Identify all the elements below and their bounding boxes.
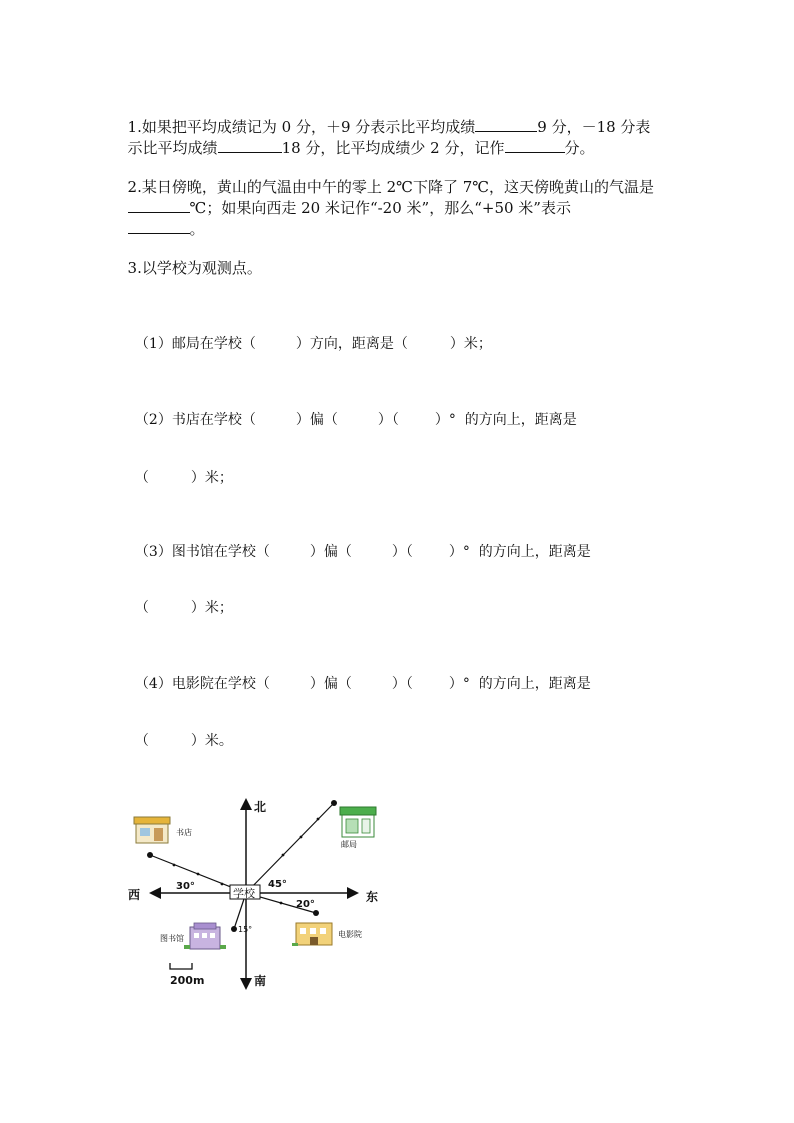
ray-tick: [197, 873, 200, 876]
north-label: 北: [254, 800, 267, 814]
library-point: [231, 926, 237, 932]
bookstore-point: [147, 852, 153, 858]
q1-blank-2[interactable]: [218, 138, 282, 153]
library-icon: [184, 923, 226, 949]
west-label: 西: [128, 888, 141, 902]
bookstore-icon: [134, 817, 170, 843]
q3-p3-f: ）米；: [190, 600, 233, 616]
bookstore-label: 书店: [176, 828, 192, 837]
cinema-icon: [292, 923, 332, 946]
angle-20-label: 20°: [296, 899, 315, 910]
q3-p4-a: （4）电影院在学校（: [134, 676, 270, 692]
q1-text-2b: 18 分，比平均成绩少 2 分，记作: [281, 139, 505, 157]
q3-p4-c: ）（: [391, 676, 413, 692]
q3-p3-b: ）偏（: [309, 544, 352, 560]
q3-p3-d: ）° 的方向上，距离是: [448, 544, 591, 560]
q1-text-1a: 1.如果把平均成绩记为 0 分，＋9 分表示比平均成绩: [127, 118, 476, 136]
ray-tick: [173, 864, 176, 867]
q2-blank-2[interactable]: [128, 219, 190, 234]
q3-p3-c: ）（: [391, 544, 413, 560]
q3-part-2-cont: [126, 448, 233, 488]
q3-p1-c: ）米；: [449, 336, 492, 352]
q1-line-2: [118, 118, 595, 158]
q3-p2-d: ）° 的方向上，距离是: [434, 412, 577, 428]
q3-title-text: 3.以学校为观测点。: [127, 259, 262, 277]
ray-tick: [317, 818, 320, 821]
q3-p2-a: （2）书店在学校（: [134, 412, 256, 428]
q3-p1-a: （1）邮局在学校（: [134, 336, 256, 352]
q1-blank-3[interactable]: [505, 138, 565, 153]
q2-text-2: ℃；如果向西走 20 米记作“-20 米”，那么“+50 米”表示: [189, 199, 571, 217]
library-label: 图书馆: [160, 934, 184, 943]
south-label: 南: [254, 974, 267, 988]
q3-p2-e: （: [134, 470, 149, 486]
q3-p4-e: （: [134, 733, 149, 749]
q1-text-2c: 分。: [564, 139, 595, 157]
q3-title: [118, 238, 262, 278]
ray-tick: [282, 854, 285, 857]
q3-p3-e: （: [134, 600, 149, 616]
q3-part-1: [126, 314, 492, 354]
post-office-icon: [340, 807, 376, 837]
scale-bar: [170, 963, 192, 969]
ray-tick: [300, 836, 303, 839]
q2-line-3: [118, 199, 205, 239]
ray-tick: [280, 902, 283, 905]
direction-map: [126, 795, 386, 995]
ray-tick: [221, 883, 224, 886]
angle-30-label: 30°: [176, 881, 195, 892]
q3-p4-f: ）米。: [190, 733, 233, 749]
q3-p2-f: ）米；: [190, 470, 233, 486]
q3-p4-d: ）° 的方向上，距离是: [448, 676, 591, 692]
angle-15-label: 15°: [238, 925, 253, 934]
q1-text-2a: 示比平均成绩: [127, 139, 218, 157]
q2-text-1: 2.某日傍晚，黄山的气温由中午的零上 2℃下降了 7℃，这天傍晚黄山的气温是: [127, 178, 655, 196]
ray-post-office: [246, 803, 334, 893]
q3-part-3: [126, 522, 591, 562]
q3-p2-c: ）（: [377, 412, 399, 428]
post-office-point: [331, 800, 337, 806]
q2-text-3: 。: [189, 220, 205, 238]
post-office-label: 邮局: [341, 840, 357, 849]
q3-p4-b: ）偏（: [309, 676, 352, 692]
q1-text-1b: 9 分，－18 分表: [537, 118, 651, 136]
east-label: 东: [366, 890, 379, 904]
q3-part-3-cont: [126, 578, 233, 618]
angle-45-label: 45°: [268, 879, 287, 890]
q3-part-4: [126, 654, 591, 694]
q3-part-2: [126, 390, 577, 430]
cinema-label: 电影院: [338, 930, 362, 939]
q3-part-4-cont: [126, 711, 233, 751]
q3-p1-b: ）方向，距离是（: [295, 336, 408, 352]
cinema-point: [313, 910, 319, 916]
scale-label: 200m: [170, 974, 205, 987]
q3-p2-b: ）偏（: [295, 412, 338, 428]
q3-p3-a: （3）图书馆在学校（: [134, 544, 270, 560]
center-label: 学校: [233, 887, 255, 900]
